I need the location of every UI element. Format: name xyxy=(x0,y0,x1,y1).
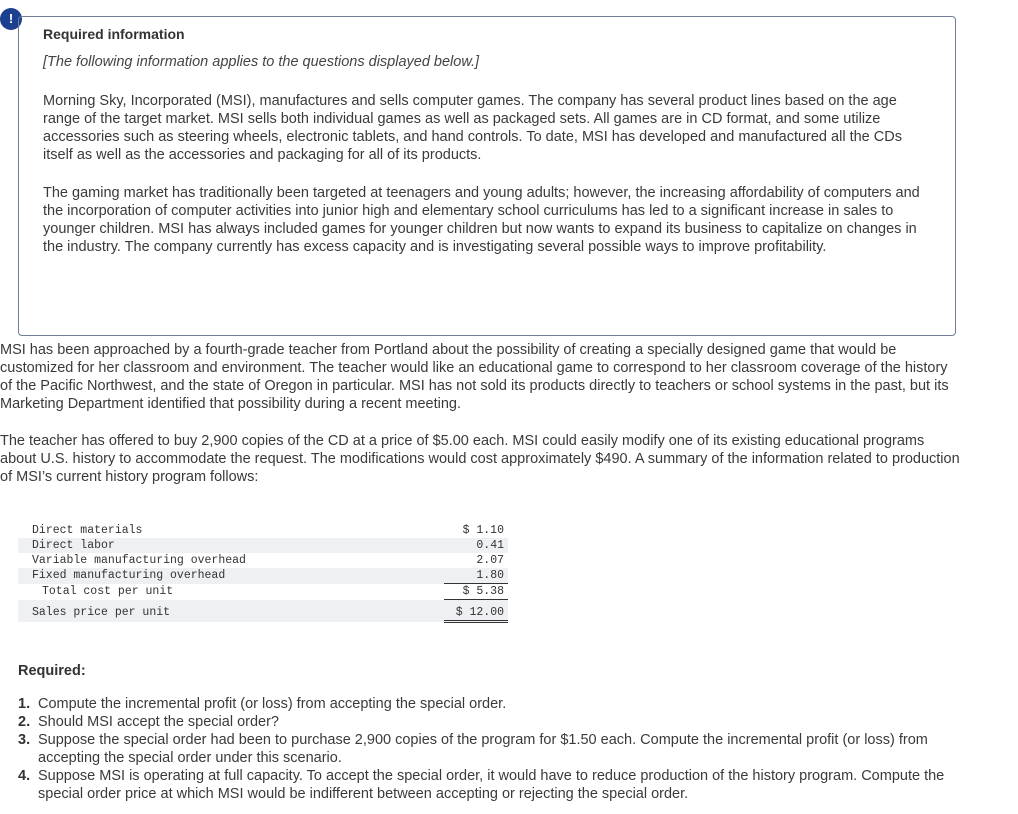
row-label: Total cost per unit xyxy=(42,585,174,598)
required-list xyxy=(18,695,948,803)
row-label: Fixed manufacturing overhead xyxy=(18,568,444,584)
alert-icon: ! xyxy=(0,8,22,30)
row-value: $ 1.10 xyxy=(462,524,504,537)
info-paragraph-1: Morning Sky, Incorporated (MSI), manufactures and sells computer games. The company has several product lines based on the age range of the target market. MSI sells both individual games as well as packaged sets. All games are in CD format, and some utilize accessories such as steering wheels, electronic tablets, and hand controls. To date, MSI has developed and manufactured all the CDs itself as well as the accessories and packaging for all of its products. xyxy=(43,93,902,163)
info-title: Required information xyxy=(43,26,185,42)
row-label: Sales price per unit xyxy=(18,600,444,622)
scenario-paragraph-1: MSI has been approached by a fourth-grade teacher from Portland about the possibility of creating a specially designed game that would be customized for her classroom and environment. The teacher would like an educational game to correspond to her classroom coverage of the history of the Pacific Northwest, and the state of Oregon in particular. MSI has not sold its products directly to teachers or school systems in the past, but its Marketing Department identified that possibility during a recent meeting. xyxy=(0,342,949,412)
row-label: Variable manufacturing overhead xyxy=(32,554,246,567)
row-label: Direct labor xyxy=(18,538,444,553)
scenario-paragraph-2: The teacher has offered to buy 2,900 copies of the CD at a price of $5.00 each. MSI could easily modify one of its existing educational programs about U.S. history to accommodate the request. The modifications would cost approximately $490. A summary of the information related to production of MSI’s current history program follows: xyxy=(0,433,960,485)
table-row xyxy=(18,600,508,622)
item-number: 3. xyxy=(18,732,31,748)
table-row xyxy=(18,553,508,568)
list-item xyxy=(18,695,948,713)
list-item xyxy=(18,767,948,803)
table-row xyxy=(18,523,508,538)
list-item xyxy=(18,731,948,767)
table-row xyxy=(18,538,508,553)
item-text: Should MSI accept the special order? xyxy=(38,714,279,730)
row-value: $ 5.38 xyxy=(444,584,508,600)
item-text: Suppose the special order had been to purchase 2,900 copies of the program for $1.50 each. Compute the incremental profit (or loss) from accepting the special order under this scenario. xyxy=(38,732,928,766)
row-value: 0.41 xyxy=(444,538,508,553)
info-note: [The following information applies to the questions displayed below.] xyxy=(43,54,480,70)
info-paragraph-2: The gaming market has traditionally been targeted at teenagers and young adults; however, the increasing affordability of computers and the incorporation of computer activities into junior high and elementary school curriculums has led to a significant increase in sales to younger children. MSI has always included games for younger children but now wants to expand its business to capitalize on changes in the industry. The company currently has excess capacity and is investigating several possible ways to improve profitability. xyxy=(43,185,920,255)
item-text: Compute the incremental profit (or loss) from accepting the special order. xyxy=(38,696,507,712)
row-value: 1.80 xyxy=(444,568,508,584)
row-label: Direct materials xyxy=(32,524,143,537)
row-value: 2.07 xyxy=(476,554,504,567)
item-text: Suppose MSI is operating at full capacity. To accept the special order, it would have to reduce production of the history program. Compute the special order price at which MSI would be indifferent between accepting or rejecting the special order. xyxy=(38,768,945,802)
cost-summary-table xyxy=(18,523,508,623)
list-item xyxy=(18,713,948,731)
item-number: 2. xyxy=(18,714,31,730)
item-number: 1. xyxy=(18,696,31,712)
row-value: $ 12.00 xyxy=(444,600,508,622)
table-row xyxy=(18,568,508,584)
required-heading: Required: xyxy=(18,663,86,679)
table-row xyxy=(18,584,508,600)
item-number: 4. xyxy=(18,768,31,784)
